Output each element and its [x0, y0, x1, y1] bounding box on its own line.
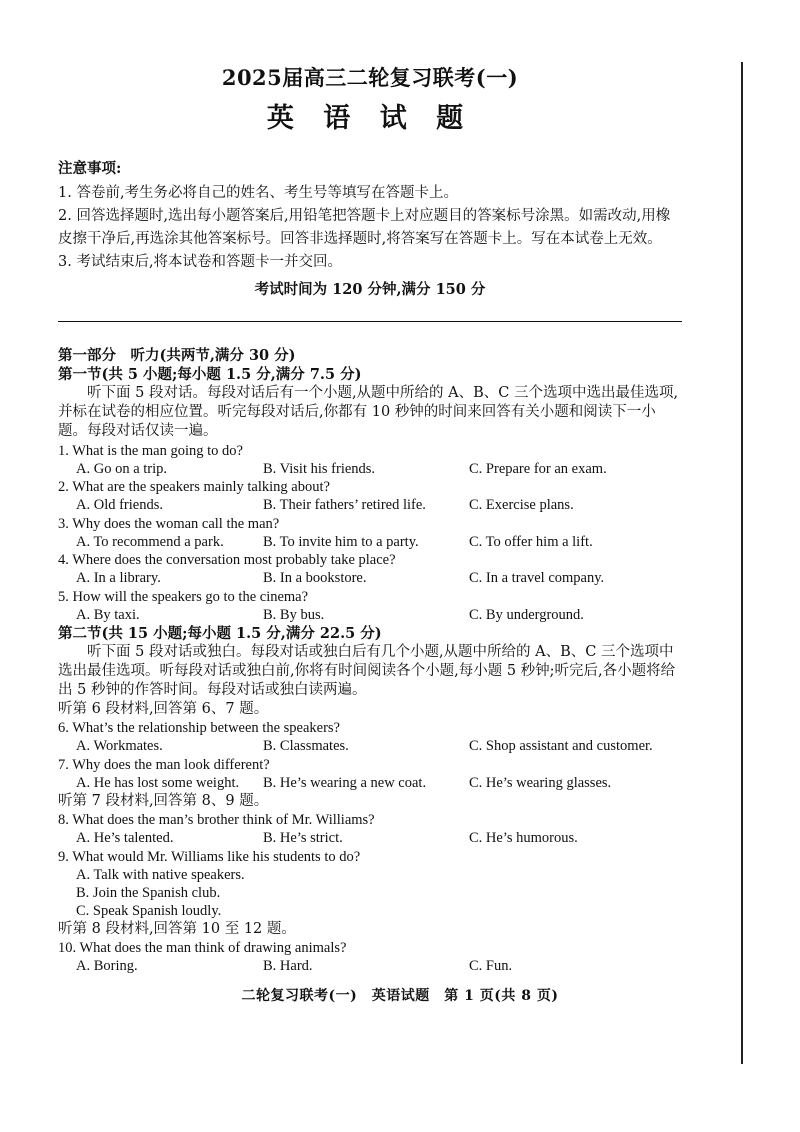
question-10-options — [58, 957, 682, 975]
section1-title: 第一节(共 5 小题;每小题 1.5 分,满分 7.5 分) — [58, 366, 362, 383]
option-c: C. Prepare for an exam. — [469, 460, 607, 477]
option-c: C. In a travel company. — [469, 570, 605, 586]
option-a: A. Boring. — [76, 958, 138, 974]
option-b: B. Join the Spanish club. — [76, 884, 221, 901]
exam-title: 英 语 试 题 — [266, 103, 474, 134]
question-7-options — [58, 774, 682, 792]
section1-directions: 听下面 5 段对话。每段对话后有一个小题,从题中所给的 A、B、C 三个选项中选出最佳选项,并标在试卷的相应位置。听完每段对话后,你都有 10 秒钟的时间来回答有关小题和阅读下一小题。每段对话仅读一遍。 — [58, 385, 679, 439]
question-1-options — [58, 460, 682, 478]
question-5-options — [58, 606, 682, 624]
question-3: 3. Why does the woman call the man? — [58, 515, 280, 532]
question-6-options — [58, 737, 682, 755]
question-6: 6. What’s the relationship between the speakers? — [58, 720, 340, 736]
option-c: C. He’s humorous. — [469, 830, 578, 846]
option-b: B. Hard. — [263, 958, 313, 974]
question-8: 8. What does the man’s brother think of Mr. Williams? — [58, 812, 375, 828]
question-1: 1. What is the man going to do? — [58, 442, 243, 459]
exam-subtitle: 2025届高三二轮复习联考(一) — [221, 65, 519, 90]
question-9: 9. What would Mr. Williams like his students to do? — [58, 848, 361, 865]
question-2-options — [58, 496, 682, 514]
exam-page — [58, 58, 682, 975]
notice-item-1: 1. 答卷前,考生务必将自己的姓名、考生号等填写在答题卡上。 — [58, 185, 459, 201]
divider — [58, 321, 682, 322]
option-a: A. Talk with native speakers. — [76, 866, 245, 883]
option-a: A. By taxi. — [76, 606, 140, 623]
option-b: B. To invite him to a party. — [263, 533, 419, 550]
option-b: B. In a bookstore. — [263, 570, 367, 586]
option-b: B. By bus. — [263, 606, 325, 623]
notice-block — [58, 157, 682, 299]
option-c: C. He’s wearing glasses. — [469, 774, 612, 791]
notice-title: 注意事项: — [58, 160, 122, 177]
option-b: B. Classmates. — [263, 738, 349, 754]
option-a: A. In a library. — [76, 570, 161, 586]
question-3-options — [58, 533, 682, 551]
question-10: 10. What does the man think of drawing animals? — [58, 940, 347, 956]
option-a: A. He’s talented. — [76, 830, 174, 846]
question-4-options — [58, 569, 682, 587]
section2-directions: 听下面 5 段对话或独白。每段对话或独白后有几个小题,从题中所给的 A、B、C 三个选项中选出最佳选项。听每段对话或独白前,你将有时间阅读各个小题,每小题 5 秒钟;听完后,各小题将给出 5 秒钟的作答时间。每段对话或独白读两遍。 — [58, 643, 676, 698]
page-footer: 二轮复习联考(一) 英语试题 第 1 页(共 8 页) — [241, 988, 559, 1004]
question-4: 4. Where does the conversation most probably take place? — [58, 552, 396, 568]
option-c: C. Shop assistant and customer. — [469, 738, 653, 754]
option-a: A. Go on a trip. — [76, 460, 168, 477]
question-2: 2. What are the speakers mainly talking about? — [58, 479, 330, 495]
exam-time: 考试时间为 120 分钟,满分 150 分 — [254, 281, 486, 298]
question-5: 5. How will the speakers go to the cinema? — [58, 588, 309, 605]
option-b: B. He’s wearing a new coat. — [263, 774, 427, 791]
option-b: B. He’s strict. — [263, 830, 343, 846]
binding-margin-line — [741, 62, 743, 1064]
material-8-note: 听第 8 段材料,回答第 10 至 12 题。 — [58, 920, 296, 937]
material-7-note: 听第 7 段材料,回答第 8、9 题。 — [58, 792, 269, 809]
option-b: B. Their fathers’ retired life. — [263, 497, 426, 513]
option-c: C. Fun. — [469, 958, 513, 974]
section2-title: 第二节(共 15 小题;每小题 1.5 分,满分 22.5 分) — [58, 624, 382, 642]
option-c: C. Speak Spanish loudly. — [76, 902, 222, 919]
material-6-note: 听第 6 段材料,回答第 6、7 题。 — [58, 700, 269, 717]
option-c: C. Exercise plans. — [469, 497, 574, 513]
option-a: A. Old friends. — [76, 497, 163, 513]
question-7: 7. Why does the man look different? — [58, 756, 270, 773]
option-a: A. Workmates. — [76, 738, 163, 754]
question-8-options — [58, 829, 682, 847]
notice-item-3: 3. 考试结束后,将本试卷和答题卡一并交回。 — [58, 254, 343, 270]
option-a: A. To recommend a park. — [76, 533, 224, 550]
option-c: C. By underground. — [469, 606, 584, 623]
notice-item-2: 2. 回答选择题时,选出每小题答案后,用铅笔把答题卡上对应题目的答案标号涂黑。如需改动,用橡皮擦干净后,再选涂其他答案标号。回答非选择题时,将答案写在答题卡上。写在本试卷上无效。 — [58, 208, 671, 247]
option-a: A. He has lost some weight. — [76, 774, 240, 791]
option-b: B. Visit his friends. — [263, 460, 376, 477]
option-c: C. To offer him a lift. — [469, 533, 593, 550]
part1-title: 第一部分 听力(共两节,满分 30 分) — [58, 347, 296, 364]
